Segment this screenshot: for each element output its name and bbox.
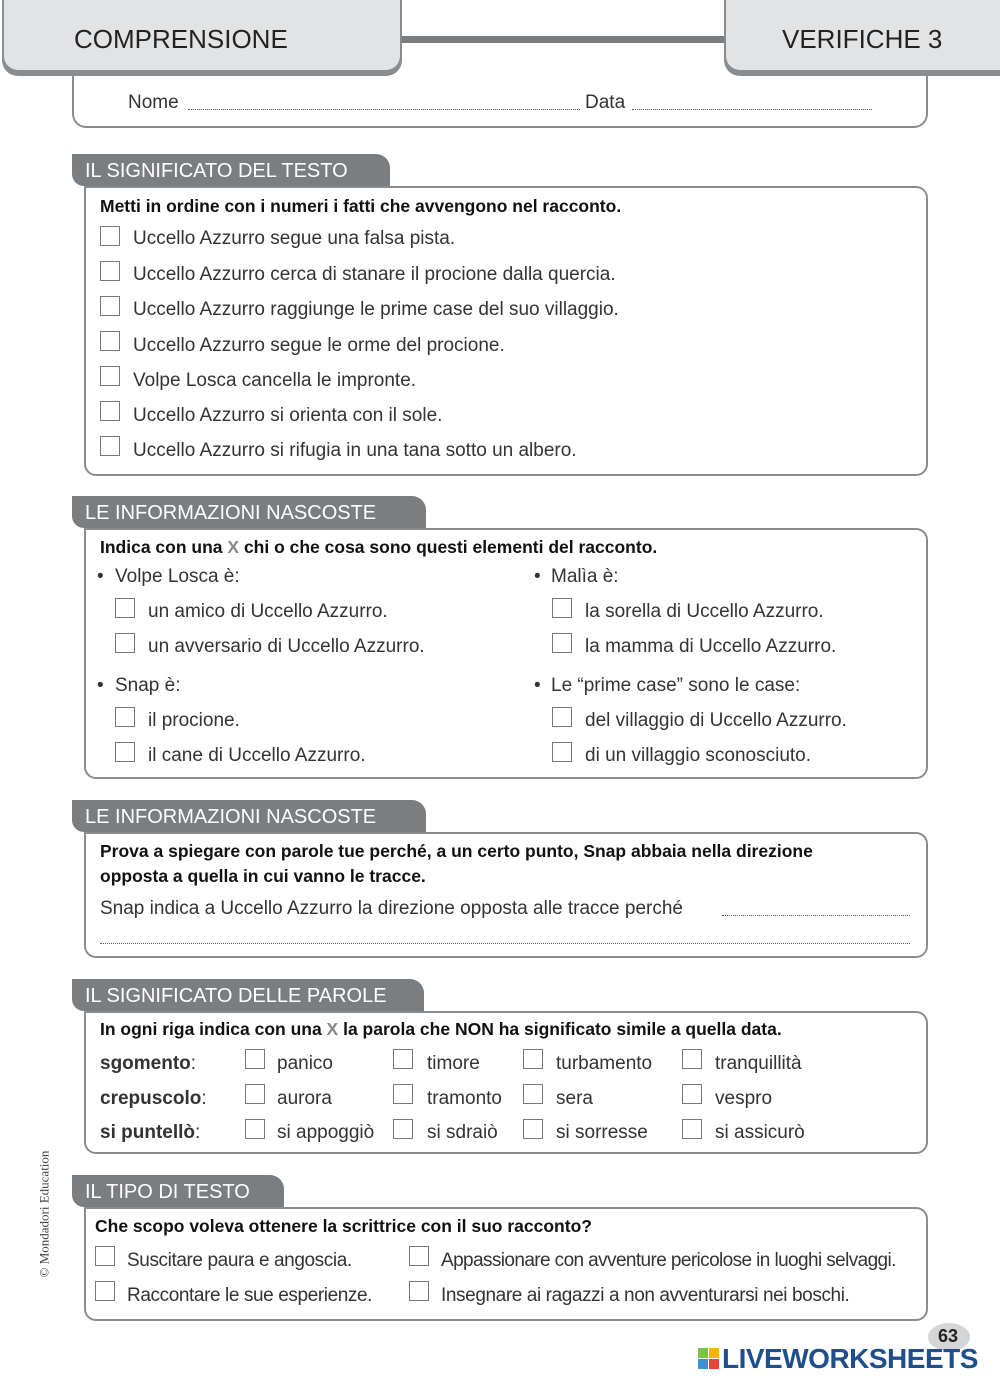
section-tab: LE INFORMAZIONI NASCOSTE [72,800,426,832]
instruction-text: la parola che NON ha significato simile a quella data. [338,1019,782,1039]
name-label: Nome [128,92,179,113]
word-checkbox[interactable] [682,1049,702,1069]
answer-checkbox[interactable] [115,633,135,653]
order-checkbox[interactable] [100,226,120,246]
option: panico [277,1053,333,1074]
instruction [100,1019,782,1040]
order-checkbox[interactable] [100,366,120,386]
answer-line[interactable] [100,943,910,944]
copyright: © Mondadori Education [36,1150,52,1278]
order-checkbox[interactable] [100,261,120,281]
header-bar [398,36,728,43]
word-checkbox[interactable] [245,1049,265,1069]
answer-checkbox[interactable] [552,742,572,762]
option: si assicurò [715,1122,805,1143]
option: la sorella di Uccello Azzurro. [585,601,824,622]
option: Raccontare le sue esperienze. [127,1285,373,1306]
answer-checkbox[interactable] [115,742,135,762]
name-date-box [72,72,928,128]
order-checkbox[interactable] [100,331,120,351]
bullet: • [534,566,541,587]
order-checkbox[interactable] [100,401,120,421]
page-number: 63 [938,1326,959,1346]
liveworksheets-logo-icon [698,1348,720,1370]
instruction: Metti in ordine con i numeri i fatti che avvengono nel racconto. [100,196,622,216]
answer-checkbox[interactable] [552,598,572,618]
word-checkbox[interactable] [245,1084,265,1104]
purpose-checkbox[interactable] [95,1281,115,1301]
option: vespro [715,1088,773,1109]
option: si appoggiò [277,1122,375,1143]
test-title: VERIFICHE 3 [782,24,943,54]
x-mark: X [326,1019,339,1039]
word-checkbox[interactable] [245,1119,265,1139]
instruction-text: Indica con una [100,537,228,557]
word: sgomento [100,1053,191,1074]
question: Snap è: [115,675,181,696]
purpose-checkbox[interactable] [409,1281,429,1301]
worksheet-page: COMPRENSIONE VERIFICHE 3 Nome Data IL SIGNIFICATO DEL TESTO Metti in ordine con i numeri i fatti che avvengono nel racconto. Uccello Azzurro segue una falsa pista. Uccello Azzurro cerca di stanare il procione dalla quercia. Uccello Azzurro raggiunge le prime case del suo villaggio. Uccello Azzurro segue le orme del procione. Volpe Losca cancella le impronte. Uccello Azzurro si orienta con il sole. Uccello Azzurro si rifugia in una tana sotto un albero. LE INFORMAZIONI NASCOSTE Indica con una X chi o che cosa sono questi elementi del racconto. • Volpe Losca è: un amico di Uccello Azzurro. un avversario di Uccello Azzurro. • Malìa è: la sorella di Uccello Azzurro. la mamma di Uccello Azzurro. • Snap è: il procione. il cane di Uccello Azzurro. • Le “prime case” sono le case: del villaggio di Uccello Azzurro. di un villaggio sconosciuto. LE INFORMAZIONI NASCOSTE Prova a spiegare con parole tue perché, a un certo punto, Snap abbaia nella direzione opposta a quella in cui vanno le tracce. Snap indica a Uccello Azzurro la direzione opposta alle tracce perché IL SIGNIFICATO DELLE PAROLE In ogni riga indica con una X la parola che NON ha significato simile a quella data. sgomento: panico timore turbamento tranquillità crepuscolo: aurora tramonto sera vespro si puntellò: si appoggiò si sdraiò si sorresse si assicurò IL TIPO DI TESTO Che scopo voleva ottenere la scrittrice con il suo racconto? Suscitare paura e angoscia. Appassionare con avventure pericolose in luoghi selvaggi. Raccontare le sue esperienze. Insegnare ai ragazzi a non avventurarsi nei boschi. © Mondadori Education 63 LIVEWORKSHEETS [0,0,1000,1379]
bullet: • [97,566,104,587]
option: la mamma di Uccello Azzurro. [585,636,837,657]
answer-checkbox[interactable] [552,633,572,653]
instruction: opposta a quella in cui vanno le tracce. [100,866,426,886]
option: timore [427,1053,480,1074]
answer-line[interactable] [722,915,910,916]
list-item: Volpe Losca cancella le impronte. [133,370,417,391]
option: di un villaggio sconosciuto. [585,745,812,766]
option: tramonto [427,1088,502,1109]
section-tab: IL SIGNIFICATO DELLE PAROLE [72,979,424,1011]
answer-checkbox[interactable] [115,707,135,727]
instruction: Che scopo voleva ottenere la scrittrice con il suo racconto? [95,1216,592,1236]
section-title: COMPRENSIONE [74,24,288,54]
option: turbamento [556,1053,653,1074]
option: un avversario di Uccello Azzurro. [148,636,425,657]
option: si sdraiò [427,1122,498,1143]
list-item: Uccello Azzurro segue una falsa pista. [133,228,456,249]
date-field[interactable] [632,109,872,110]
header-right [724,0,1000,72]
option: si sorresse [556,1122,648,1143]
header-left [2,0,402,72]
bullet: • [97,675,104,696]
word-checkbox[interactable] [523,1049,543,1069]
purpose-checkbox[interactable] [95,1246,115,1266]
list-item: Uccello Azzurro si rifugia in una tana sotto un albero. [133,440,577,461]
word: si puntellò [100,1122,195,1143]
instruction-text: chi o che cosa sono questi elementi del racconto. [239,537,658,557]
option: tranquillità [715,1053,802,1074]
word: crepuscolo [100,1088,202,1109]
x-mark: X [227,537,240,557]
word-checkbox[interactable] [523,1084,543,1104]
option: aurora [277,1088,332,1109]
order-checkbox[interactable] [100,296,120,316]
list-item: Uccello Azzurro raggiunge le prime case del suo villaggio. [133,299,619,320]
section-tab: LE INFORMAZIONI NASCOSTE [72,496,426,528]
instruction-text: In ogni riga indica con una [100,1019,327,1039]
list-item: Uccello Azzurro segue le orme del procione. [133,335,505,356]
bullet: • [534,675,541,696]
word-checkbox[interactable] [682,1084,702,1104]
section-tab: IL TIPO DI TESTO [72,1175,284,1207]
option: Appassionare con avventure pericolose in luoghi selvaggi. [441,1250,896,1271]
date-label: Data [585,92,626,113]
order-checkbox[interactable] [100,436,120,456]
purpose-checkbox[interactable] [409,1246,429,1266]
name-field[interactable] [188,109,580,110]
word-checkbox[interactable] [523,1119,543,1139]
answer-prompt: Snap indica a Uccello Azzurro la direzione opposta alle tracce perché [100,898,683,919]
option: Insegnare ai ragazzi a non avventurarsi nei boschi. [441,1285,850,1306]
word-checkbox[interactable] [682,1119,702,1139]
word-checkbox[interactable] [393,1084,413,1104]
option: il procione. [148,710,240,731]
option: del villaggio di Uccello Azzurro. [585,710,847,731]
answer-checkbox[interactable] [115,598,135,618]
list-item: Uccello Azzurro cerca di stanare il procione dalla quercia. [133,264,616,285]
word-checkbox[interactable] [393,1049,413,1069]
list-item: Uccello Azzurro si orienta con il sole. [133,405,443,426]
question: Volpe Losca è: [115,566,240,587]
option: sera [556,1088,593,1109]
option: il cane di Uccello Azzurro. [148,745,366,766]
instruction [100,537,657,558]
option: Suscitare paura e angoscia. [127,1250,352,1271]
question: Le “prime case” sono le case: [551,675,801,696]
option: un amico di Uccello Azzurro. [148,601,388,622]
section-tab: IL SIGNIFICATO DEL TESTO [72,154,390,186]
word-checkbox[interactable] [393,1119,413,1139]
answer-checkbox[interactable] [552,707,572,727]
liveworksheets-logo: LIVEWORKSHEETS [722,1343,978,1374]
instruction: Prova a spiegare con parole tue perché, a un certo punto, Snap abbaia nella direzione [100,841,813,861]
question: Malìa è: [551,566,619,587]
